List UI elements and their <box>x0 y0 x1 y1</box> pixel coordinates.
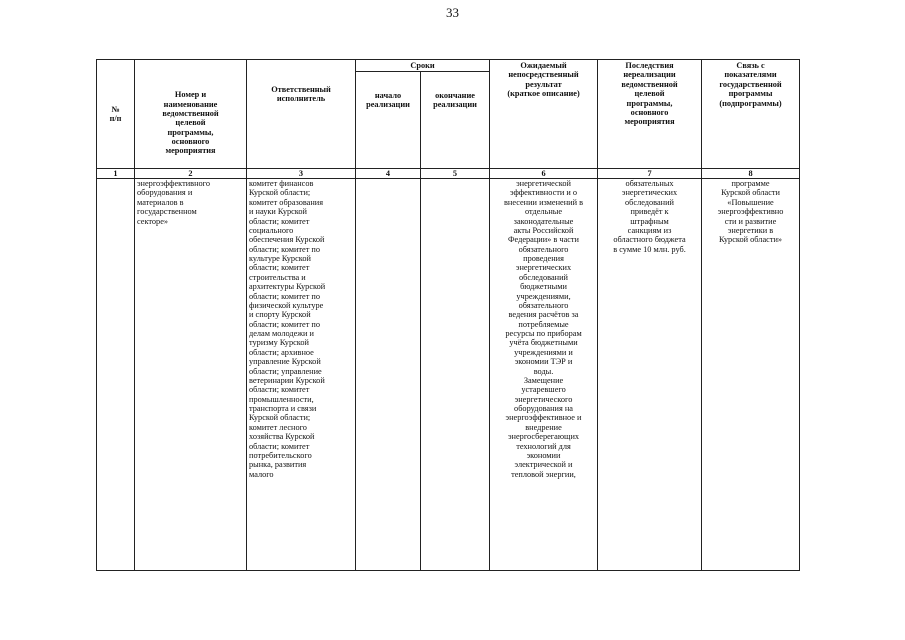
page-number: 33 <box>446 5 459 20</box>
table-row <box>97 179 800 571</box>
row-number-cell <box>97 179 135 571</box>
header-consequences: Последствия нереализации ведомственной целевой программы, основного мероприятия <box>621 61 678 127</box>
row-link: программе Курской области «Повышение энергоэффективно сти и развитие энергетики в Курской области» <box>717 179 784 245</box>
header-number: № п/п <box>109 104 122 123</box>
header-start-cell <box>356 72 421 169</box>
row-consequences-cell <box>598 179 702 571</box>
row-consequences: обязательных энергетических обследований приведёт к штрафным санкциям из областного бюджета в сумме 10 млн. руб. <box>613 179 686 254</box>
row-program-cell <box>135 179 247 571</box>
header-end: окончание реализации <box>433 90 477 109</box>
column-number: 5 <box>421 169 490 179</box>
header-sroki: Сроки <box>410 60 435 70</box>
column-number: 6 <box>490 169 598 179</box>
header-program: Номер и наименование ведомственной целевой программы, основного мероприятия <box>162 90 219 156</box>
header-consequences-cell <box>598 60 702 169</box>
program-table <box>96 59 800 571</box>
row-executor: комитет финансов Курской области; комитет образования и науки Курской области; комитет социального обеспечения Курской области; комитет по культуре Курской области; комитет строительства и архитектуры Курской области; комитет по физической культуре и спорту Курской области; комитет по делам молодежи и туризму Курской области; архивное управление Курской области; управление ветеринарии Курской области; комитет промышленности, транспорта и связи Курской области; комитет лесного хозяйства Курской области; комитет потребительского рынка, развития малого <box>249 179 326 479</box>
column-numbers-row <box>97 169 800 179</box>
column-number: 4 <box>356 169 421 179</box>
header-program-cell <box>135 60 247 169</box>
row-start-cell <box>356 179 421 571</box>
row-result: энергетической эффективности и о внесении изменений в отдельные законодательные акты Российской Федерации» в части обязательного проведения энергетических обследований бюджетными учреждениями, обязательного ведения расчётов за потребляемые ресурсы по приборам учёта бюджетными учреждениями и экономии ТЭР и воды. Замещение устаревшего энергетического оборудования на энергоэффективное и внедрение энергосберегающих технологий для экономии электрической и тепловой энергии, <box>503 179 584 479</box>
row-end-cell <box>421 179 490 571</box>
header-start: начало реализации <box>366 90 410 109</box>
column-number: 2 <box>135 169 247 179</box>
header-executor: Ответственный исполнитель <box>271 84 331 103</box>
header-row <box>97 60 800 72</box>
row-result-cell <box>490 179 598 571</box>
column-number: 8 <box>702 169 800 179</box>
header-sroki-cell <box>356 60 490 72</box>
row-executor-cell <box>247 179 356 571</box>
row-link-cell <box>702 179 800 571</box>
header-link: Связь с показателями государственной программы (подпрограммы) <box>719 61 782 108</box>
header-executor-cell <box>247 60 356 169</box>
header-link-cell <box>702 60 800 169</box>
column-number: 3 <box>247 169 356 179</box>
header-end-cell <box>421 72 490 169</box>
column-number: 1 <box>97 169 135 179</box>
header-result: Ожидаемый непосредственный результат (краткое описание) <box>507 61 580 99</box>
column-number: 7 <box>598 169 702 179</box>
header-number-cell <box>97 60 135 169</box>
header-result-cell <box>490 60 598 169</box>
row-program: энергоэффективного оборудования и материалов в государственном секторе» <box>137 179 211 226</box>
